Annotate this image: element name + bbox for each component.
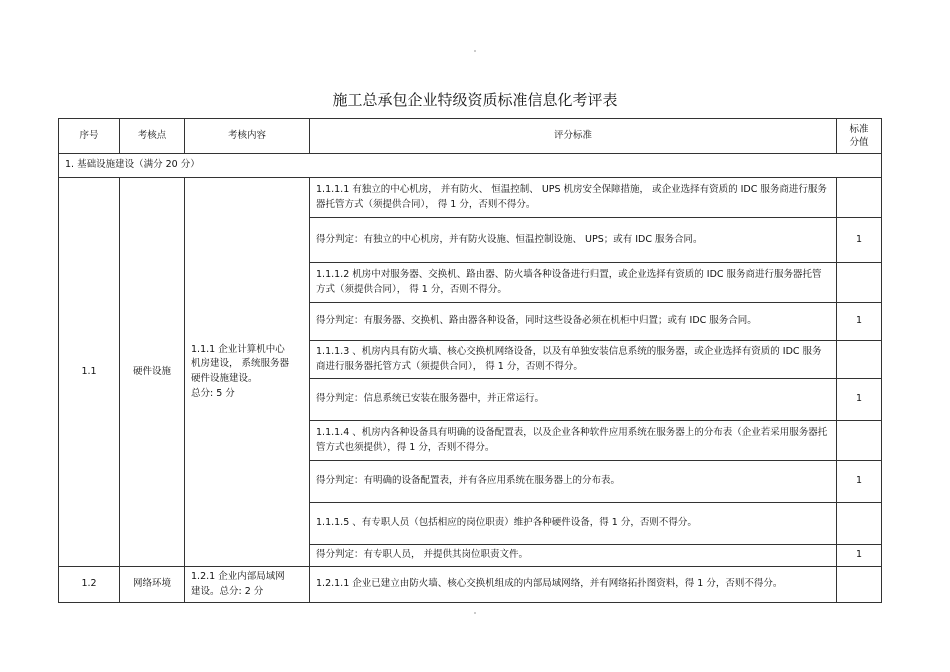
- row-seq: 1.1: [59, 178, 120, 567]
- table-row: [59, 178, 882, 218]
- score-cell: 1: [837, 303, 882, 341]
- criteria-text: 1.1.1.2 机房中对服务器、交换机、路由器、防火墙各种设备进行归置，或企业选择有资质的 IDC 服务商进行服务器托管方式（须提供合同）， 得 1 分，否则不得分。: [310, 263, 837, 303]
- criteria-text: 1.1.1.1 有独立的中心机房， 并有防火、 恒温控制、 UPS 机房安全保障措施， 或企业选择有资质的 IDC 服务商进行服务器托管方式（须提供合同）， 得 1 分，否则不得分。: [310, 178, 837, 218]
- content-line: 1.1.1 企业计算机中心: [191, 343, 285, 355]
- score-cell: [837, 263, 882, 303]
- criteria-text: 得分判定：有服务器、交换机、路由器各种设备，同时这些设备必须在机柜中归置；或有 IDC 服务合同。: [310, 303, 837, 341]
- row-content: [185, 567, 310, 603]
- header-point: 考核点: [120, 119, 185, 154]
- header-score: 标准分值: [837, 119, 882, 154]
- row-seq: 1.2: [59, 567, 120, 603]
- section-title: 1. 基础设施建设（满分 20 分）: [59, 154, 882, 178]
- criteria-text: 得分判定：有专职人员， 并提供其岗位职责文件。: [310, 545, 837, 567]
- row-point: 网络环境: [120, 567, 185, 603]
- score-cell: [837, 567, 882, 603]
- criteria-text: 1.1.1.3 、机房内具有防火墙、核心交换机网络设备，以及有单独安装信息系统的服务器，或企业选择有资质的 IDC 服务商进行服务器托管方式（须提供合同）， 得 1 分，否则不得分。: [310, 341, 837, 379]
- row-content: [185, 178, 310, 567]
- page-title: 施工总承包企业特级资质标准信息化考评表: [332, 91, 618, 109]
- header-seq: 序号: [59, 119, 120, 154]
- row-point: 硬件设施: [120, 178, 185, 567]
- content-line: 机房建设， 系统服务器: [191, 358, 290, 370]
- header-content: 考核内容: [185, 119, 310, 154]
- score-cell: [837, 503, 882, 545]
- header-criteria: 评分标准: [310, 119, 837, 154]
- score-cell: 1: [837, 545, 882, 567]
- page-mark: [474, 612, 476, 614]
- section-row: [59, 154, 882, 178]
- table-row: [59, 567, 882, 603]
- score-cell: [837, 421, 882, 461]
- content-line: 总分: 5 分: [191, 387, 235, 399]
- criteria-text: 得分判定：有独立的中心机房，并有防火设施、恒温控制设施、 UPS；或有 IDC 服务合同。: [310, 218, 837, 263]
- score-cell: 1: [837, 379, 882, 421]
- criteria-text: 得分判定：信息系统已安装在服务器中，并正常运行。: [310, 379, 837, 421]
- content-line: 建设。总分: 2 分: [191, 585, 264, 597]
- score-cell: 1: [837, 218, 882, 263]
- table-header-row: [59, 119, 882, 154]
- criteria-text: 1.1.1.4 、机房内各种设备具有明确的设备配置表，以及企业各种软件应用系统在服务器上的分布表（企业若采用服务器托管方式也须提供），得 1 分，否则不得分。: [310, 421, 837, 461]
- content-line: 硬件设施建设。: [191, 373, 258, 384]
- criteria-text: 1.1.1.5 、有专职人员（包括相应的岗位职责）维护各种硬件设备，得 1 分，否则不得分。: [310, 503, 837, 545]
- score-cell: 1: [837, 461, 882, 503]
- criteria-text: 1.2.1.1 企业已建立由防火墙、核心交换机组成的内部局域网络，并有网络拓扑图资料，得 1 分，否则不得分。: [310, 567, 837, 603]
- score-cell: [837, 178, 882, 218]
- page-mark: [474, 50, 476, 52]
- score-cell: [837, 341, 882, 379]
- evaluation-table: [58, 118, 882, 603]
- criteria-text: 得分判定：有明确的设备配置表，并有各应用系统在服务器上的分布表。: [310, 461, 837, 503]
- content-line: 1.2.1 企业内部局域网: [191, 570, 285, 582]
